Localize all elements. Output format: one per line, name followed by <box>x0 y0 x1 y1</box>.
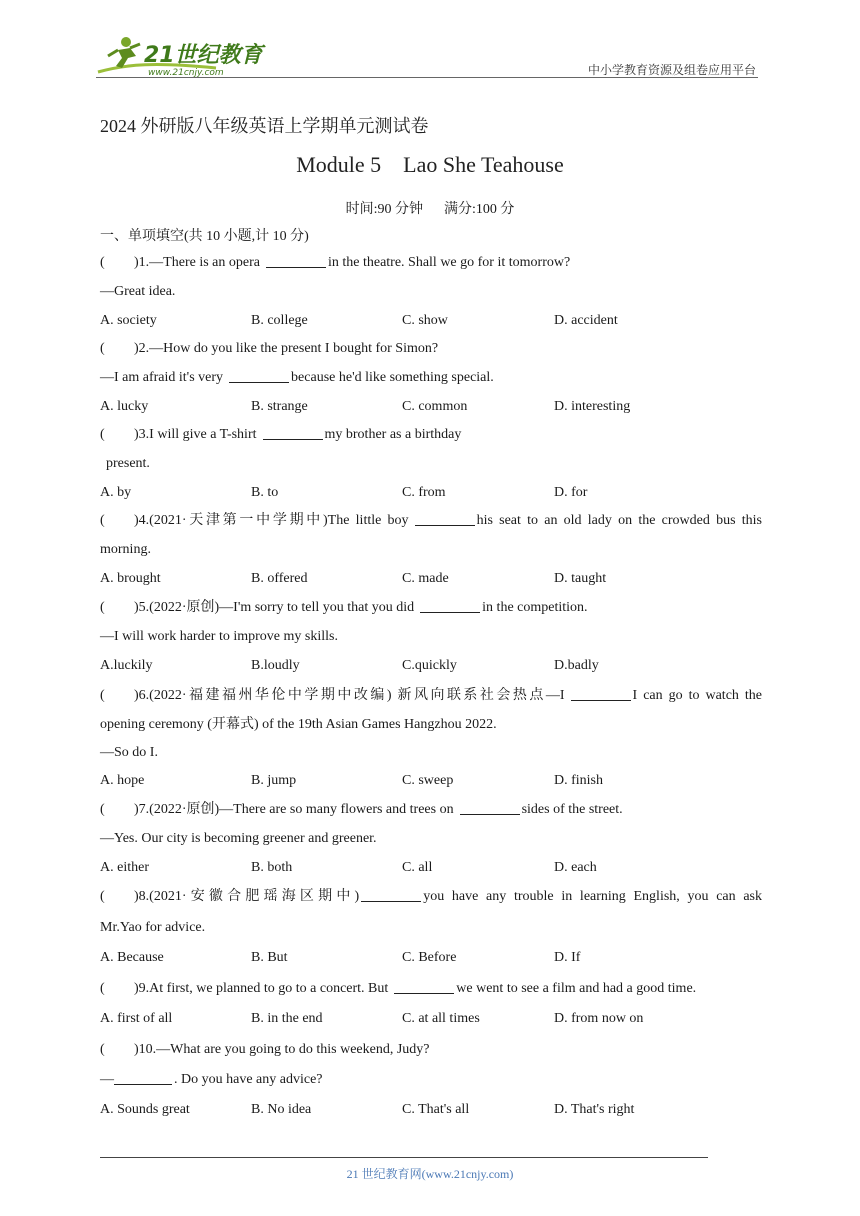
option-a[interactable]: A. brought <box>100 571 161 586</box>
option-b[interactable]: B. to <box>251 485 279 500</box>
fill-blank[interactable] <box>460 800 520 815</box>
header-platform-text: 中小学教育资源及组卷应用平台 <box>587 63 756 77</box>
option-b[interactable]: B. jump <box>251 773 297 788</box>
site-logo <box>96 34 266 78</box>
question-5-options <box>100 656 762 676</box>
logo-url: www.21cnjy.com <box>148 68 224 78</box>
fill-blank[interactable] <box>420 598 480 613</box>
option-d[interactable]: D. finish <box>554 773 603 788</box>
module-title: Module 5 Lao She Teahouse <box>296 152 564 177</box>
answer-bracket[interactable]: ( <box>100 341 105 356</box>
question-9-stem: ( )9.At first, we planned to go to a concert. But we went to see a film and had a good time. <box>100 979 762 999</box>
answer-bracket[interactable]: ( <box>100 688 105 703</box>
question-6-stem: ( )6.(2022·福建福州华伦中学期中改编) 新风向联系社会热点—I I can go to watch the <box>100 686 762 706</box>
option-c[interactable]: C. from <box>402 485 446 500</box>
question-2-options <box>100 397 762 417</box>
header-divider <box>96 77 758 78</box>
fill-blank[interactable] <box>263 425 323 440</box>
fill-blank[interactable] <box>394 979 454 994</box>
option-c[interactable]: C. common <box>402 399 468 414</box>
series-title: 2024 外研版八年级英语上学期单元测试卷 <box>100 116 429 136</box>
question-6-reply: —So do I. <box>100 745 158 760</box>
option-d[interactable]: D.badly <box>554 658 599 673</box>
option-c[interactable]: C. show <box>402 313 448 328</box>
question-7-stem: ( )7.(2022·原创)—There are so many flowers and trees on sides of the street. <box>100 800 762 820</box>
question-7-reply: —Yes. Our city is becoming greener and greener. <box>100 831 377 846</box>
answer-bracket[interactable]: ( <box>100 513 105 528</box>
question-10-stem: ( )10.—What are you going to do this weekend, Judy? <box>100 1040 762 1060</box>
option-a[interactable]: A. first of all <box>100 1011 173 1026</box>
question-8-continuation: Mr.Yao for advice. <box>100 920 206 935</box>
option-a[interactable]: A. Sounds great <box>100 1102 190 1117</box>
option-d[interactable]: D. accident <box>554 313 618 328</box>
question-8-options <box>100 948 762 968</box>
question-6-continuation: opening ceremony (开幕式) of the 19th Asian Games Hangzhou 2022. <box>100 717 497 732</box>
option-b[interactable]: B. But <box>251 950 288 965</box>
answer-bracket[interactable]: ( <box>100 255 105 270</box>
option-c[interactable]: C. That's all <box>402 1102 470 1117</box>
question-5-reply: —I will work harder to improve my skills. <box>100 629 338 644</box>
option-b[interactable]: B. offered <box>251 571 308 586</box>
question-4-continuation: morning. <box>100 542 151 557</box>
option-d[interactable]: D. from now on <box>554 1011 644 1026</box>
question-6-options <box>100 771 762 791</box>
option-b[interactable]: B.loudly <box>251 658 300 673</box>
option-c[interactable]: C. all <box>402 860 433 875</box>
question-7-options <box>100 858 762 878</box>
option-b[interactable]: B. in the end <box>251 1011 323 1026</box>
fill-blank[interactable] <box>229 368 289 383</box>
footer-divider <box>100 1157 708 1158</box>
footer-link[interactable]: 21 世纪教育网(www.21cnjy.com) <box>346 1167 514 1181</box>
option-a[interactable]: A. either <box>100 860 149 875</box>
question-3-options <box>100 483 762 503</box>
page-header <box>96 34 758 78</box>
question-3-continuation: present. <box>106 456 150 471</box>
answer-bracket[interactable]: ( <box>100 802 105 817</box>
question-4-options <box>100 569 762 589</box>
answer-bracket[interactable]: ( <box>100 889 105 904</box>
question-1-stem: ( )1.—There is an opera in the theatre. Shall we go for it tomorrow? <box>100 253 762 273</box>
fill-blank[interactable] <box>361 887 421 902</box>
fill-blank[interactable] <box>114 1070 172 1085</box>
exam-time-info: 时间:90 分钟 满分:100 分 <box>345 202 515 217</box>
option-a[interactable]: A. hope <box>100 773 145 788</box>
question-8-stem: ( )8.(2021·安徽合肥瑶海区期中) you have any trouble in learning English, you can ask <box>100 887 762 907</box>
option-d[interactable]: D. taught <box>554 571 607 586</box>
option-a[interactable]: A. lucky <box>100 399 149 414</box>
question-4-stem: ( )4.(2021·天津第一中学期中)The little boy his seat to an old lady on the crowded bus this <box>100 511 762 531</box>
question-10-reply: — . Do you have any advice? <box>100 1072 323 1087</box>
option-c[interactable]: C.quickly <box>402 658 457 673</box>
question-10-options <box>100 1100 762 1120</box>
answer-bracket[interactable]: ( <box>100 600 105 615</box>
option-a[interactable]: A.luckily <box>100 658 153 673</box>
question-3-stem: ( )3.I will give a T-shirt my brother as a birthday <box>100 425 762 445</box>
question-2-stem: ( )2.—How do you like the present I bought for Simon? <box>100 339 762 359</box>
logo-text: 21世纪教育 <box>144 43 263 68</box>
option-d[interactable]: D. That's right <box>554 1102 635 1117</box>
answer-bracket[interactable]: ( <box>100 427 105 442</box>
question-9-options <box>100 1009 762 1029</box>
option-d[interactable]: D. If <box>554 950 581 965</box>
question-2-reply: —I am afraid it's very because he'd like something special. <box>100 370 494 385</box>
fill-blank[interactable] <box>266 253 326 268</box>
question-1-reply: —Great idea. <box>100 284 176 299</box>
option-a[interactable]: A. Because <box>100 950 164 965</box>
option-c[interactable]: C. at all times <box>402 1011 480 1026</box>
option-a[interactable]: A. society <box>100 313 157 328</box>
question-5-stem: ( )5.(2022·原创)—I'm sorry to tell you that you did in the competition. <box>100 598 762 618</box>
option-d[interactable]: D. each <box>554 860 597 875</box>
answer-bracket[interactable]: ( <box>100 1042 105 1057</box>
option-b[interactable]: B. No idea <box>251 1102 312 1117</box>
option-c[interactable]: C. Before <box>402 950 457 965</box>
option-d[interactable]: D. interesting <box>554 399 631 414</box>
section-title: 一、单项填空(共 10 小题,计 10 分) <box>100 229 309 244</box>
option-b[interactable]: B. strange <box>251 399 308 414</box>
option-c[interactable]: C. sweep <box>402 773 454 788</box>
option-b[interactable]: B. college <box>251 313 308 328</box>
runner-logo-icon <box>96 34 266 78</box>
answer-bracket[interactable]: ( <box>100 981 105 996</box>
option-b[interactable]: B. both <box>251 860 293 875</box>
option-c[interactable]: C. made <box>402 571 449 586</box>
fill-blank[interactable] <box>571 686 631 701</box>
fill-blank[interactable] <box>415 511 475 526</box>
question-1-options <box>100 311 762 331</box>
option-a[interactable]: A. by <box>100 485 132 500</box>
option-d[interactable]: D. for <box>554 485 588 500</box>
